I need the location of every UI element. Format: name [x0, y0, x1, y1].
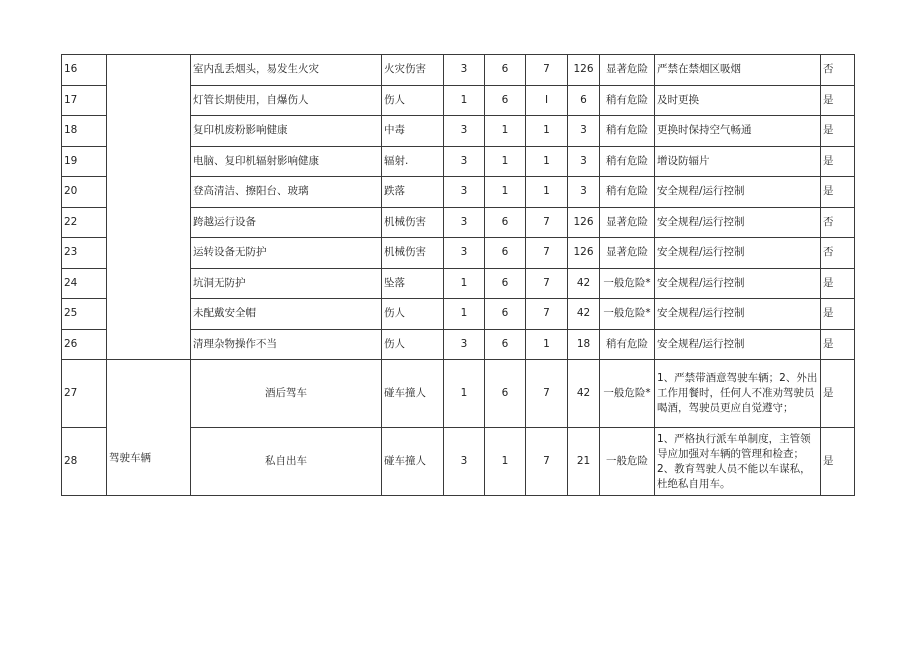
likelihood-cell: 3 — [444, 428, 485, 496]
control-measure-cell: 安全规程/运行控制 — [655, 207, 821, 238]
acceptable-cell: 是 — [821, 177, 855, 208]
control-measure-cell: 更换时保持空气畅通 — [655, 116, 821, 147]
exposure-cell: 6 — [485, 360, 526, 428]
consequence-cell: 7 — [526, 299, 568, 330]
row-number: 26 — [62, 329, 107, 360]
accident-type-cell: 机械伤害 — [382, 207, 444, 238]
acceptable-cell: 是 — [821, 85, 855, 116]
control-measure-cell: 严禁在禁烟区吸烟 — [655, 55, 821, 86]
hazard-cell: 清理杂物操作不当 — [191, 329, 382, 360]
control-measure-cell: 安全规程/运行控制 — [655, 238, 821, 269]
row-number: 22 — [62, 207, 107, 238]
acceptable-cell: 是 — [821, 299, 855, 330]
risk-score-cell: 126 — [568, 238, 600, 269]
acceptable-cell: 是 — [821, 116, 855, 147]
acceptable-cell: 是 — [821, 268, 855, 299]
hazard-cell: 坑洞无防护 — [191, 268, 382, 299]
likelihood-cell: 3 — [444, 116, 485, 147]
risk-score-cell: 3 — [568, 116, 600, 147]
exposure-cell: 6 — [485, 329, 526, 360]
hazard-cell: 室内乱丢烟头，易发生火灾 — [191, 55, 382, 86]
risk-level-cell: 一般危险* — [600, 299, 655, 330]
row-number: 28 — [62, 428, 107, 496]
acceptable-cell: 是 — [821, 329, 855, 360]
risk-score-cell: 3 — [568, 177, 600, 208]
hazard-cell: 未配戴安全帽 — [191, 299, 382, 330]
control-measure-cell: 安全规程/运行控制 — [655, 177, 821, 208]
accident-type-cell: 火灾伤害 — [382, 55, 444, 86]
risk-level-cell: 显著危险 — [600, 55, 655, 86]
acceptable-cell: 是 — [821, 146, 855, 177]
consequence-cell: 7 — [526, 268, 568, 299]
hazard-cell: 运转设备无防护 — [191, 238, 382, 269]
risk-score-cell: 3 — [568, 146, 600, 177]
acceptable-cell: 是 — [821, 360, 855, 428]
likelihood-cell: 1 — [444, 268, 485, 299]
likelihood-cell: 3 — [444, 55, 485, 86]
consequence-cell: 7 — [526, 207, 568, 238]
risk-level-cell: 稍有危险 — [600, 85, 655, 116]
risk-score-cell: 126 — [568, 207, 600, 238]
consequence-cell: 1 — [526, 177, 568, 208]
exposure-cell: 6 — [485, 55, 526, 86]
exposure-cell: 6 — [485, 299, 526, 330]
exposure-cell: 1 — [485, 146, 526, 177]
control-measure-cell: 1、严禁带酒意驾驶车辆；2、外出工作用餐时，任何人不准劝驾驶员喝酒，驾驶员更应自觉遵守； — [655, 360, 821, 428]
consequence-cell: 7 — [526, 428, 568, 496]
category-cell — [107, 55, 191, 360]
row-number: 23 — [62, 238, 107, 269]
risk-score-cell: 6 — [568, 85, 600, 116]
hazard-cell: 酒后驾车 — [191, 360, 382, 428]
accident-type-cell: 伤人 — [382, 85, 444, 116]
risk-level-cell: 一般危险* — [600, 268, 655, 299]
likelihood-cell: 3 — [444, 329, 485, 360]
control-measure-cell: 1、严格执行派车单制度，主管领导应加强对车辆的管理和检查；2、教育驾驶人员不能以车谋私，杜绝私自用车。 — [655, 428, 821, 496]
consequence-cell: 7 — [526, 55, 568, 86]
control-measure-cell: 安全规程/运行控制 — [655, 299, 821, 330]
hazard-cell: 复印机废粉影响健康 — [191, 116, 382, 147]
hazard-cell: 电脑、复印机辐射影响健康 — [191, 146, 382, 177]
risk-level-cell: 稍有危险 — [600, 116, 655, 147]
risk-level-cell: 稍有危险 — [600, 177, 655, 208]
consequence-cell: I — [526, 85, 568, 116]
row-number: 20 — [62, 177, 107, 208]
control-measure-cell: 及时更换 — [655, 85, 821, 116]
consequence-cell: 1 — [526, 329, 568, 360]
category-label: 驾驶车辆 — [109, 452, 151, 464]
row-number: 25 — [62, 299, 107, 330]
exposure-cell: 6 — [485, 238, 526, 269]
consequence-cell: 1 — [526, 116, 568, 147]
likelihood-cell: 1 — [444, 360, 485, 428]
exposure-cell: 1 — [485, 116, 526, 147]
likelihood-cell: 1 — [444, 85, 485, 116]
risk-level-cell: 一般危险* — [600, 360, 655, 428]
likelihood-cell: 3 — [444, 238, 485, 269]
risk-level-cell: 显著危险 — [600, 207, 655, 238]
row-number: 17 — [62, 85, 107, 116]
risk-assessment-table — [61, 54, 855, 496]
control-measure-cell: 安全规程/运行控制 — [655, 329, 821, 360]
exposure-cell: 6 — [485, 207, 526, 238]
risk-score-cell: 42 — [568, 299, 600, 330]
exposure-cell: 1 — [485, 428, 526, 496]
accident-type-cell: 跌落 — [382, 177, 444, 208]
acceptable-cell: 否 — [821, 207, 855, 238]
hazard-cell: 登高清洁、擦阳台、玻璃 — [191, 177, 382, 208]
risk-level-cell: 稍有危险 — [600, 146, 655, 177]
acceptable-cell: 是 — [821, 428, 855, 496]
exposure-cell: 1 — [485, 177, 526, 208]
accident-type-cell: 机械伤害 — [382, 238, 444, 269]
likelihood-cell: 3 — [444, 207, 485, 238]
risk-score-cell: 42 — [568, 360, 600, 428]
exposure-cell: 6 — [485, 268, 526, 299]
accident-type-cell: 伤人 — [382, 329, 444, 360]
likelihood-cell: 3 — [444, 177, 485, 208]
acceptable-cell: 否 — [821, 238, 855, 269]
risk-score-cell: 18 — [568, 329, 600, 360]
accident-type-cell: 伤人 — [382, 299, 444, 330]
risk-score-cell: 42 — [568, 268, 600, 299]
hazard-cell: 私自出车 — [191, 428, 382, 496]
consequence-cell: 1 — [526, 146, 568, 177]
row-number: 24 — [62, 268, 107, 299]
accident-type-cell: 中毒 — [382, 116, 444, 147]
risk-level-cell: 一般危险 — [600, 428, 655, 496]
likelihood-cell: 3 — [444, 146, 485, 177]
likelihood-cell: 1 — [444, 299, 485, 330]
row-number: 16 — [62, 55, 107, 86]
row-number: 27 — [62, 360, 107, 428]
table-row — [62, 360, 855, 428]
consequence-cell: 7 — [526, 238, 568, 269]
table-row — [62, 55, 855, 86]
accident-type-cell: 辐射. — [382, 146, 444, 177]
category-cell — [107, 360, 191, 496]
risk-level-cell: 稍有危险 — [600, 329, 655, 360]
control-measure-cell: 安全规程/运行控制 — [655, 268, 821, 299]
hazard-cell: 跨越运行设备 — [191, 207, 382, 238]
risk-score-cell: 21 — [568, 428, 600, 496]
accident-type-cell: 碰车撞人 — [382, 428, 444, 496]
risk-level-cell: 显著危险 — [600, 238, 655, 269]
risk-score-cell: 126 — [568, 55, 600, 86]
exposure-cell: 6 — [485, 85, 526, 116]
accident-type-cell: 坠落 — [382, 268, 444, 299]
hazard-cell: 灯管长期使用，自爆伤人 — [191, 85, 382, 116]
row-number: 18 — [62, 116, 107, 147]
accident-type-cell: 碰车撞人 — [382, 360, 444, 428]
control-measure-cell: 增设防辐片 — [655, 146, 821, 177]
row-number: 19 — [62, 146, 107, 177]
acceptable-cell: 否 — [821, 55, 855, 86]
consequence-cell: 7 — [526, 360, 568, 428]
